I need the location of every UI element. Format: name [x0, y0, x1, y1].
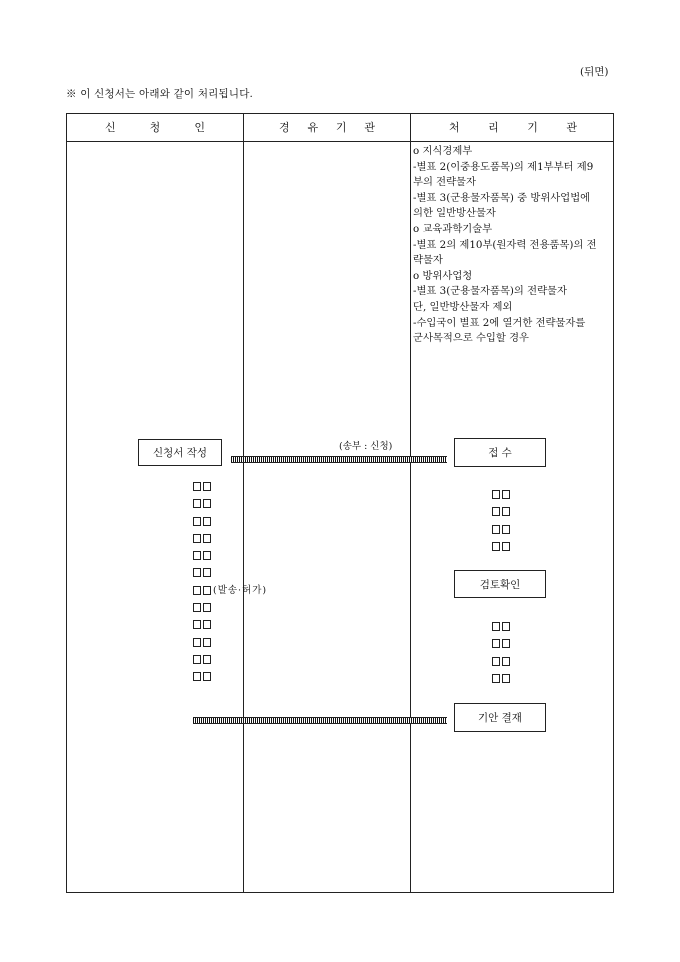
step-marker [193, 599, 267, 616]
processor-line: o 방위사업청 [413, 269, 473, 282]
header-processor-char: 기 [527, 121, 538, 134]
processor-line: -별표 3(군용물자품목) 중 방위사업법에 [413, 191, 591, 204]
step-marker [492, 635, 512, 652]
step-marker [193, 495, 267, 512]
step-marker [193, 616, 267, 633]
header-divider [67, 141, 613, 142]
issue-label: (발송·허가) [213, 584, 268, 596]
step-marker [492, 653, 512, 670]
processing-table [66, 113, 614, 893]
step-marker [492, 538, 512, 555]
header-applicant-char: 청 [149, 121, 161, 134]
receive-steps [492, 486, 512, 555]
processor-line: o 교육과학기술부 [413, 222, 493, 235]
step-marker [492, 486, 512, 503]
review-steps [492, 618, 512, 687]
processor-line: o 지식경제부 [413, 145, 473, 157]
step-marker [193, 651, 267, 668]
header-via-char: 기 [335, 121, 347, 134]
processor-line: -별표 2(이중용도품목)의 제1부부터 제9 [413, 160, 594, 173]
review-box: 검토확인 [454, 570, 546, 598]
header-applicant-char: 인 [194, 121, 205, 134]
header-processor-char: 리 [488, 121, 499, 134]
step-marker [193, 564, 267, 581]
apply-box: 신청서 작성 [138, 439, 222, 466]
processor-line: 의한 일반방산물자 [413, 207, 496, 220]
header-applicant-char: 신 [105, 121, 116, 134]
processor-line: -별표 2의 제10부(원자력 전용품목)의 전 [413, 238, 597, 251]
page-side-label: (뒤면) [580, 66, 609, 78]
step-marker [492, 503, 512, 520]
step-marker [193, 478, 267, 495]
step-marker [193, 634, 267, 651]
processor-line: 군사목적으로 수입할 경우 [413, 332, 529, 345]
processor-line: -별표 3(군용물자품목)의 전략물자 [413, 285, 567, 298]
step-marker [492, 618, 512, 635]
step-marker [193, 530, 267, 547]
processor-line: -수입국이 별표 2에 열거한 전략물자를 [413, 316, 586, 329]
header-via [279, 119, 375, 135]
approve-box: 기안 결재 [454, 703, 546, 732]
step-marker [193, 513, 267, 530]
processor-description [413, 144, 613, 347]
column-divider-2 [410, 114, 411, 892]
send-arrow-bar [231, 456, 447, 463]
header-processor-char: 처 [449, 121, 460, 134]
send-label: (송부 : 신청) [339, 441, 393, 452]
step-marker [193, 547, 267, 564]
approve-arrow-bar [193, 717, 447, 724]
receive-box: 접 수 [454, 438, 546, 467]
header-applicant [105, 119, 205, 135]
processing-note: ※ 이 신청서는 아래와 같이 처리됩니다. [66, 88, 254, 100]
header-via-char: 유 [307, 121, 319, 134]
processor-line: 략물자 [413, 254, 443, 267]
header-processor-char: 관 [566, 121, 577, 134]
header-processor [449, 119, 577, 135]
processor-line: 부의 전략물자 [413, 176, 476, 189]
header-via-char: 경 [279, 121, 290, 134]
step-marker [492, 521, 512, 538]
processor-line: 단, 일반방산물자 제외 [413, 300, 513, 313]
step-marker [193, 582, 267, 599]
header-via-char: 관 [364, 121, 375, 134]
step-marker [193, 668, 267, 685]
step-marker [492, 670, 512, 687]
applicant-steps [193, 478, 267, 686]
